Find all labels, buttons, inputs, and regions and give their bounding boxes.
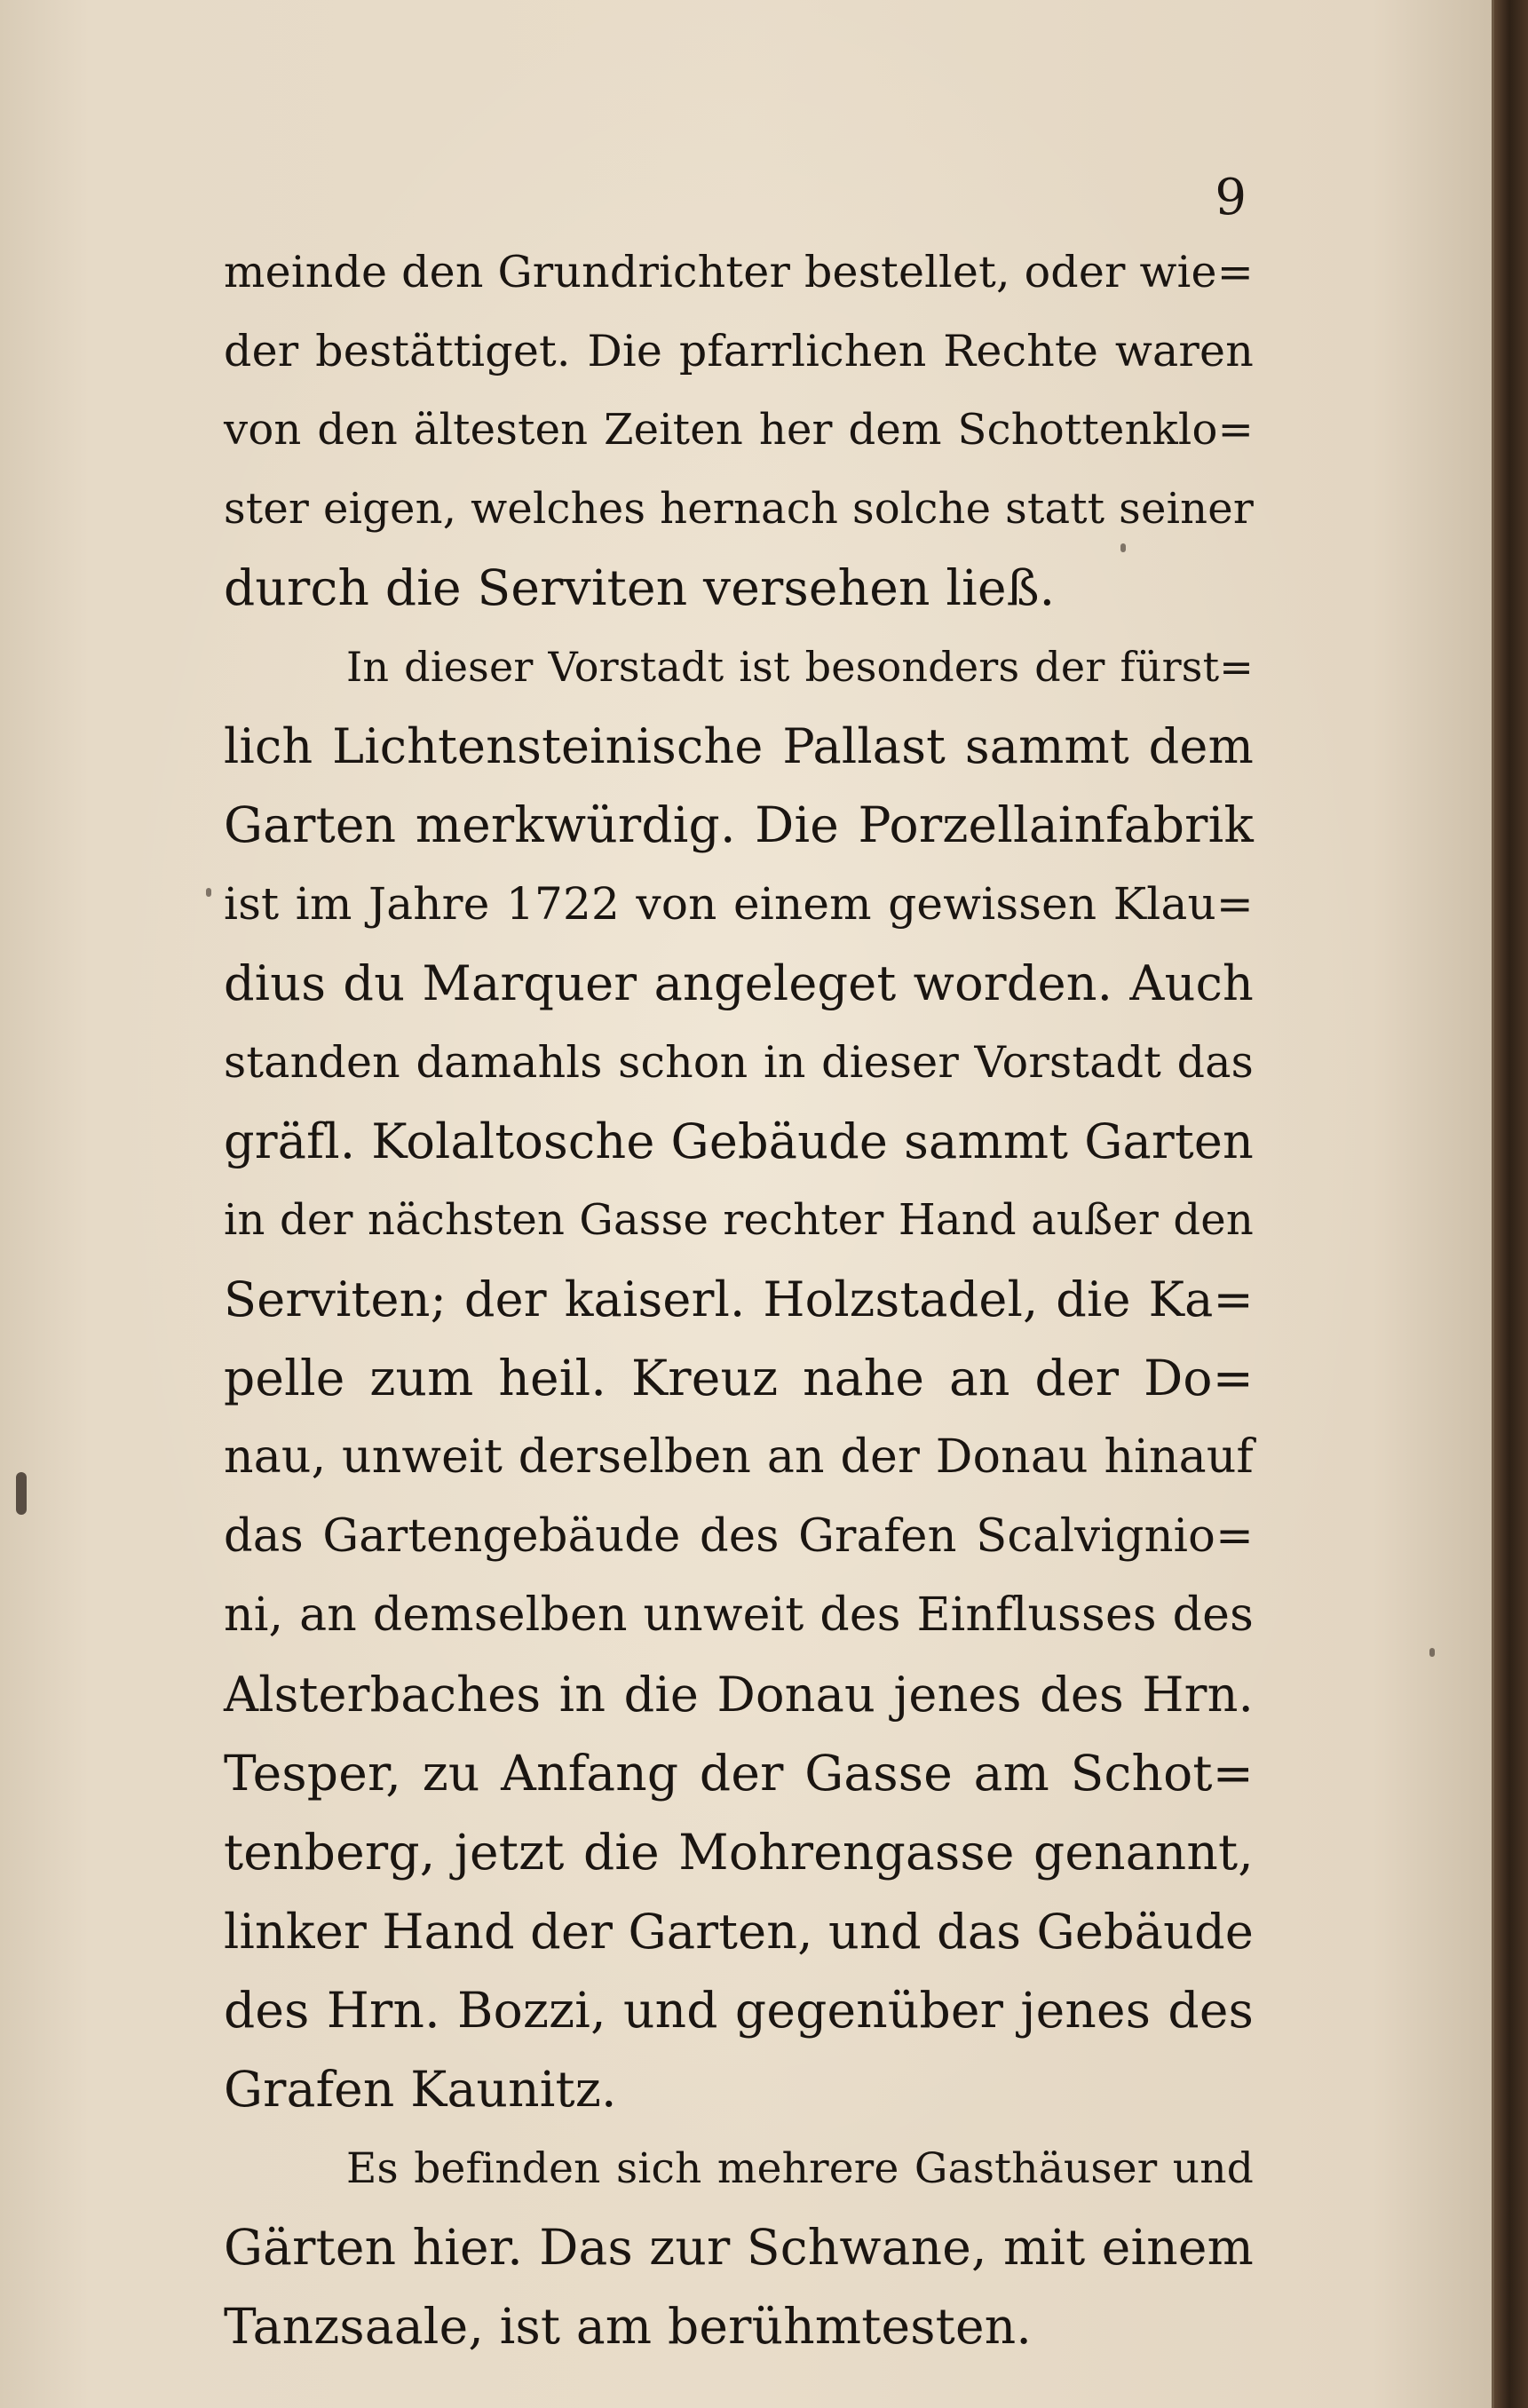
page-number: 9: [1215, 169, 1247, 226]
text-line: Tesper, zu Anfang der Gasse am Schot=: [224, 1745, 1254, 1802]
text-line: Tanzsaale, ist am berühmtesten.: [224, 2298, 1033, 2355]
body-text: [224, 233, 1254, 2366]
text-line: standen damahls schon in dieser Vorstadt das: [224, 1037, 1254, 1088]
text-line: dius du Marquer angeleget worden. Auch: [224, 955, 1254, 1011]
text-line: linker Hand der Garten, und das Gebäude: [224, 1904, 1255, 1960]
binding-stain: [16, 1472, 27, 1515]
text-line: Gärten hier. Das zur Schwane, mit einem: [224, 2219, 1254, 2276]
paper-speck: [1120, 543, 1126, 552]
text-line: in der nächsten Gasse rechter Hand außer den: [224, 1195, 1254, 1245]
text-line: pelle zum heil. Kreuz nahe an der Do=: [224, 1350, 1254, 1406]
text-line: Grafen Kaunitz.: [224, 2061, 617, 2118]
text-line: Alsterbaches in die Donau jenes des Hrn.: [224, 1667, 1254, 1723]
paper-speck: [206, 888, 211, 897]
paragraph-start-line: Es befinden sich mehrere Gasthäuser und: [346, 2144, 1254, 2193]
text-line: von den ältesten Zeiten her dem Schottenklo=: [224, 405, 1254, 455]
text-line: gräfl. Kolaltosche Gebäude sammt Garten: [224, 1113, 1254, 1169]
text-line: ni, an demselben unweit des Einflusses des: [224, 1588, 1254, 1642]
text-line: ster eigen, welches hernach solche statt seiner: [224, 484, 1254, 534]
text-line: der bestättiget. Die pfarrlichen Rechte waren: [224, 326, 1254, 376]
text-line: meinde den Grundrichter bestellet, oder wie=: [224, 247, 1254, 297]
text-line: Serviten; der kaiserl. Holzstadel, die Ka=: [224, 1271, 1254, 1327]
text-line: Garten merkwürdig. Die Porzellainfabrik: [224, 796, 1254, 853]
text-line: das Gartengebäude des Grafen Scalvignio=: [224, 1510, 1254, 1563]
text-line: durch die Serviten versehen ließ.: [224, 559, 1056, 616]
text-line: lich Lichtensteinische Pallast sammt dem: [224, 718, 1254, 774]
paragraph-start-line: In dieser Vorstadt ist besonders der fürst=: [346, 643, 1254, 691]
text-line: tenberg, jetzt die Mohrengasse genannt,: [224, 1824, 1254, 1881]
text-line: ist im Jahre 1722 von einem gewissen Klau=: [224, 878, 1254, 930]
text-line: des Hrn. Bozzi, und gegenüber jenes des: [224, 1982, 1254, 2039]
paper-speck: [1429, 1648, 1435, 1657]
text-line: nau, unweit derselben an der Donau hinauf: [224, 1430, 1254, 1484]
